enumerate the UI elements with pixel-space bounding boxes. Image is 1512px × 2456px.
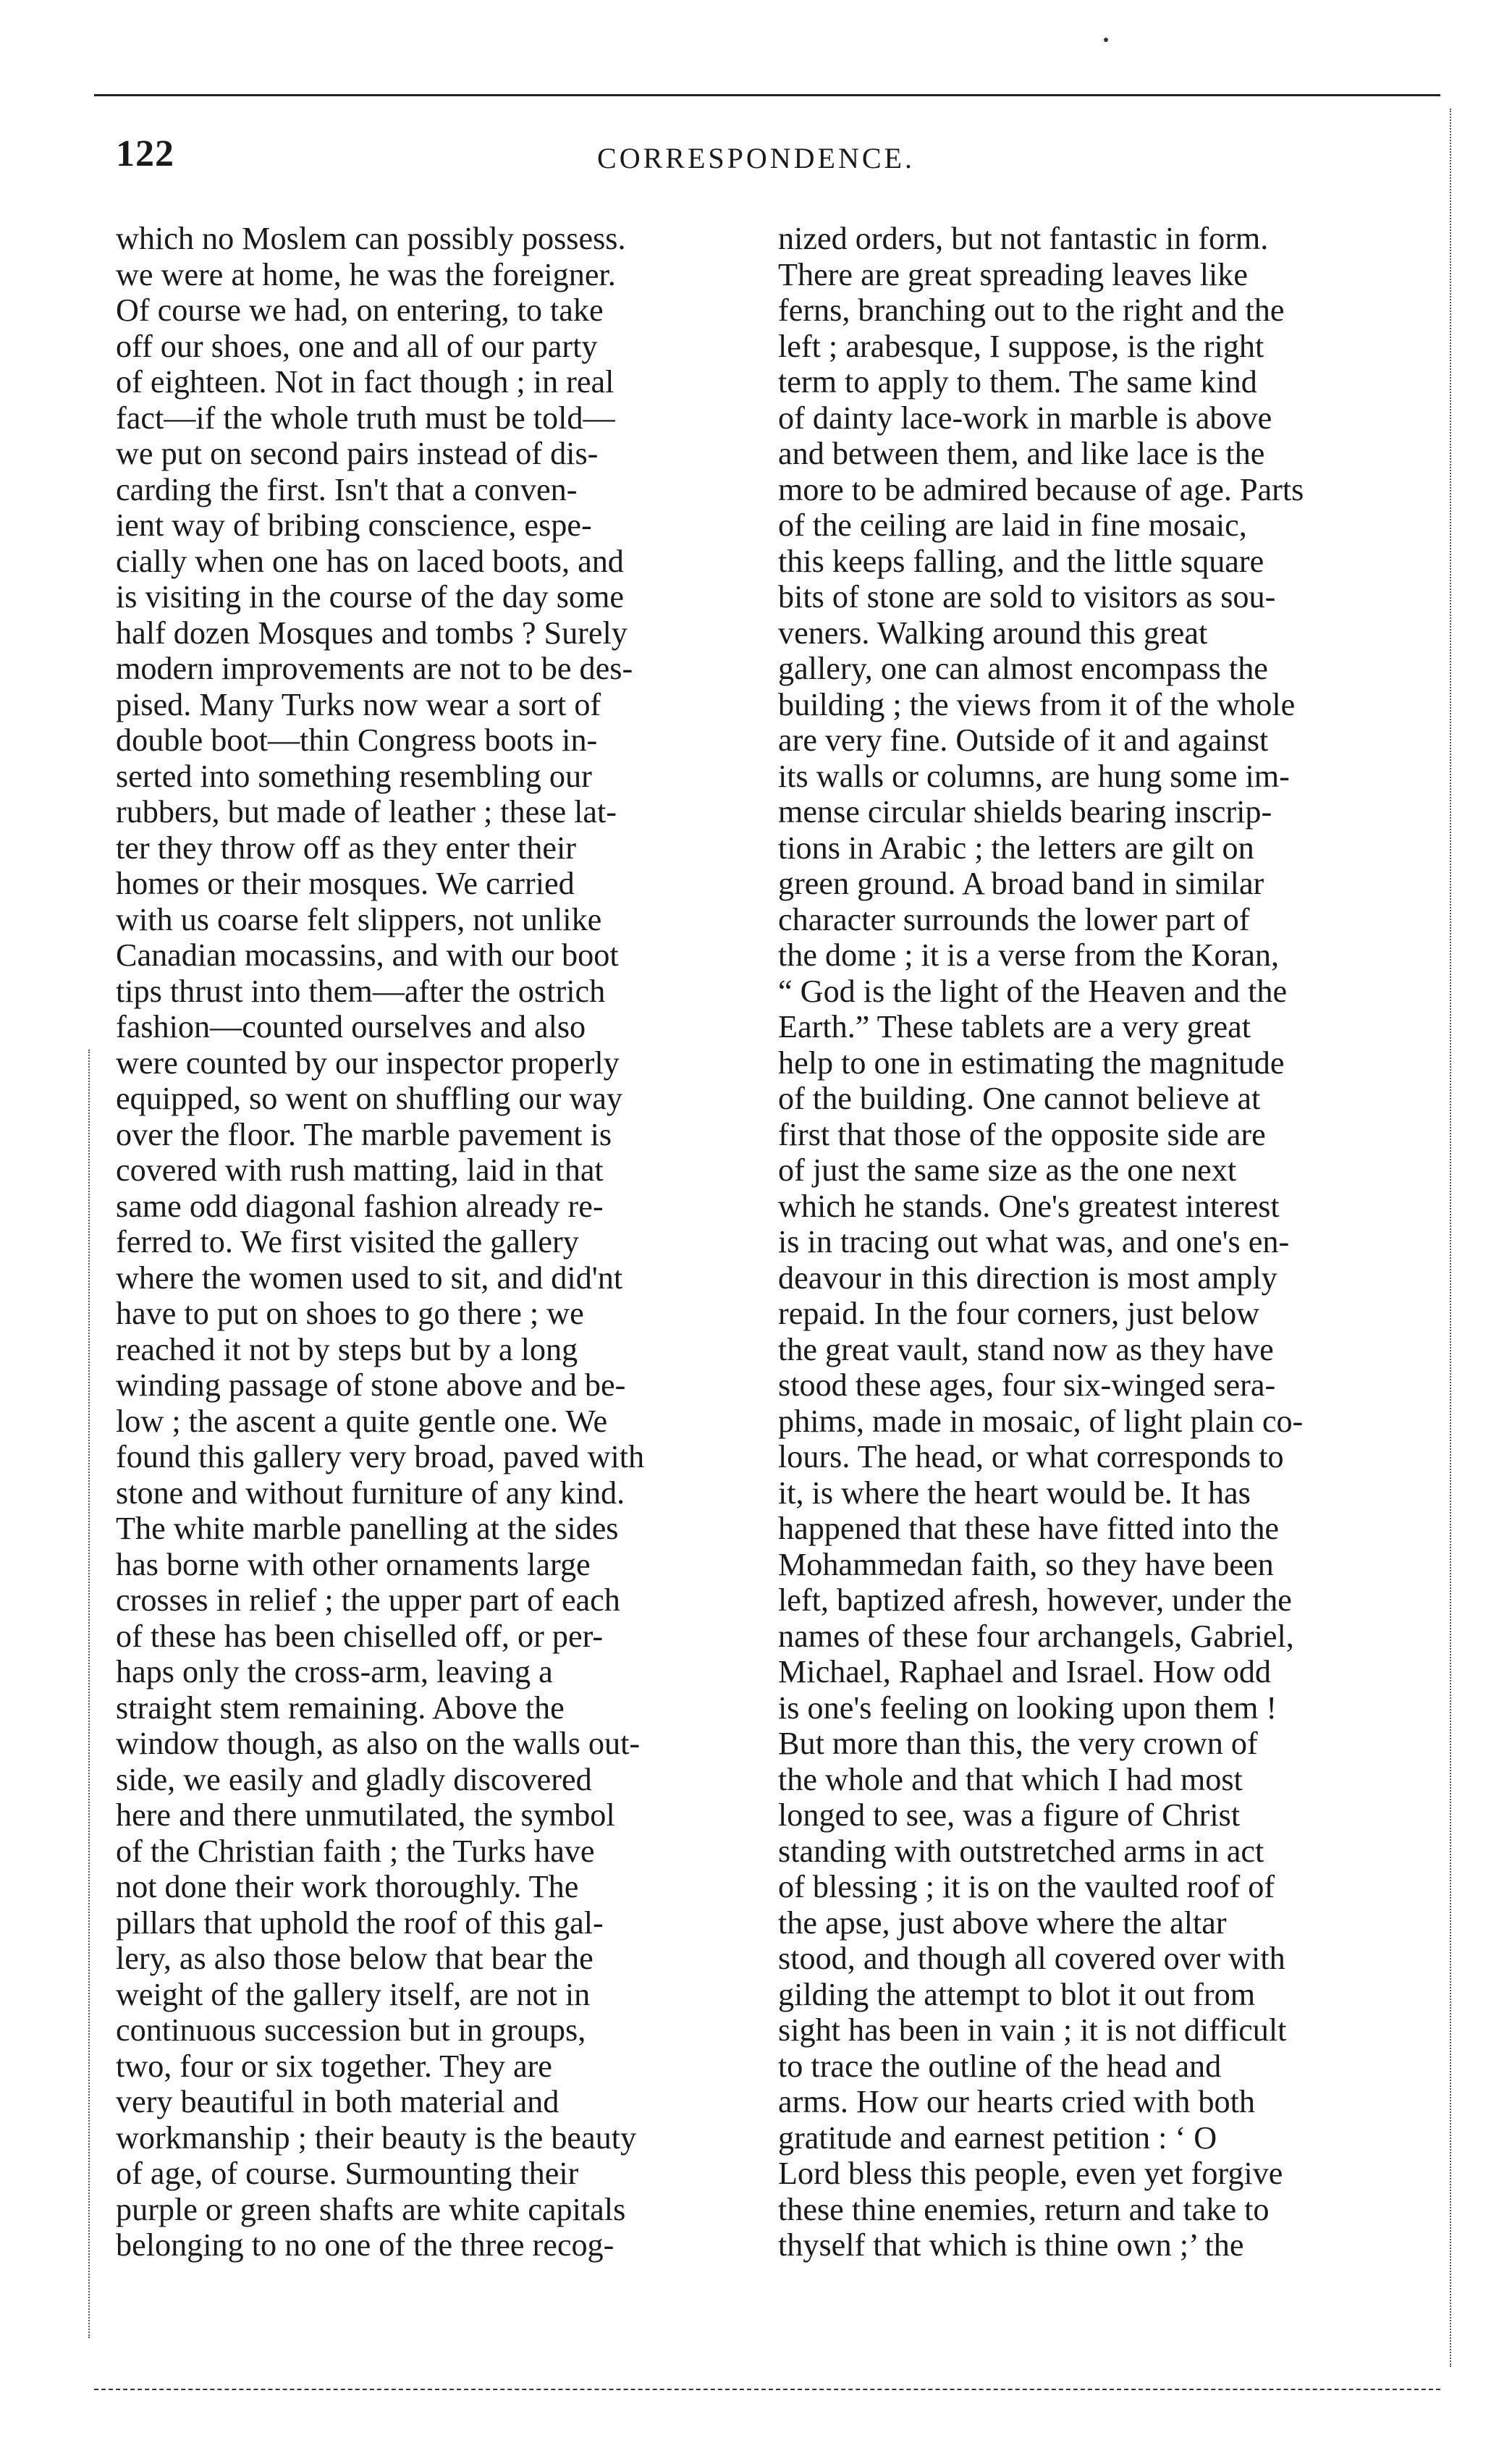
text-line: these thine enemies, return and take to [778,2191,1270,2227]
text-line: stone and without furniture of any kind. [116,1474,625,1511]
text-line: But more than this, the very crown of [778,1726,1258,1761]
text-line: we put on second pairs instead of dis- [116,436,599,471]
text-line: lery, as also those below that bear the [116,1941,594,1976]
text-line: side, we easily and gladly discovered [116,1761,592,1797]
text-line: which he stands. One's greatest interest [778,1188,1280,1224]
text-line: very beautiful in both material and [116,2084,559,2119]
text-line: left ; arabesque, I suppose, is the right [778,328,1264,364]
page-edge-right [1450,109,1451,2367]
text-line: help to one in estimating the magnitude [778,1045,1285,1081]
text-line: Lord bless this people, even yet forgive [778,2156,1283,2191]
text-line: The white marble panelling at the sides [116,1511,619,1546]
right-column [778,221,1433,2263]
text-line: arms. How our hearts cried with both [778,2084,1255,2119]
text-line: veners. Walking around this great [778,615,1208,651]
text-line: phims, made in mosaic, of light plain co- [778,1403,1304,1439]
text-line: gilding the attempt to blot it out from [778,1976,1256,2012]
running-head: CORRESPONDENCE. [597,142,915,174]
text-line: we were at home, he was the foreigner. [116,256,616,292]
text-line: crosses in relief ; the upper part of each [116,1582,620,1618]
text-line: low ; the ascent a quite gentle one. We [116,1403,608,1439]
text-line: of the Christian faith ; the Turks have [116,1833,595,1869]
text-line: green ground. A broad band in similar [778,866,1264,901]
text-line: thyself that which is thine own ;’ the [778,2227,1244,2263]
text-line: winding passage of stone above and be- [116,1367,626,1403]
text-line: serted into something resembling our [116,758,592,794]
text-line: two, four or six together. They are [116,2048,552,2084]
text-line: straight stem remaining. Above the [116,1689,565,1726]
text-line: lours. The head, or what corresponds to [778,1439,1284,1474]
text-line: bits of stone are sold to visitors as sou- [778,579,1276,615]
text-line: are very fine. Outside of it and against [778,722,1269,758]
text-line: same odd diagonal fashion already re- [116,1188,604,1224]
text-line: ferns, branching out to the right and the [778,292,1285,328]
text-line: of age, of course. Surmounting their [116,2156,579,2191]
text-line: with us coarse felt slippers, not unlike [116,901,602,937]
text-line: window though, as also on the walls out- [116,1726,641,1761]
text-line: pised. Many Turks now wear a sort of [116,686,601,722]
text-line: half dozen Mosques and tombs ? Surely [116,615,628,651]
text-line: over the floor. The marble pavement is [116,1116,612,1152]
text-line: the apse, just above where the altar [778,1904,1227,1941]
text-line: cially when one has on laced boots, and [116,543,624,579]
text-line: off our shoes, one and all of our party [116,328,598,364]
text-line: to trace the outline of the head and [778,2048,1222,2084]
text-line: has borne with other ornaments large [116,1546,591,1582]
text-line: reached it not by steps but by a long [116,1331,578,1367]
text-line: the whole and that which I had most [778,1761,1243,1797]
text-line: term to apply to them. The same kind [778,364,1257,400]
text-line: Earth.” These tablets are a very great [778,1009,1251,1045]
text-line: Of course we had, on entering, to take [116,292,604,328]
text-line: is one's feeling on looking upon them ! [778,1689,1277,1726]
text-line: the dome ; it is a verse from the Koran, [778,937,1280,973]
text-line: ter they throw off as they enter their [116,830,576,866]
text-line: left, baptized afresh, however, under the [778,1582,1292,1618]
text-line: sight has been in vain ; it is not difficult [778,2012,1287,2048]
text-line: building ; the views from it of the whole [778,686,1296,722]
text-line: Canadian mocassins, and with our boot [116,937,619,973]
text-line: rubbers, but made of leather ; these lat- [116,794,617,830]
page-edge-left [88,1050,90,2338]
text-line: homes or their mosques. We carried [116,866,575,901]
text-line: this keeps falling, and the little square [778,543,1264,579]
text-line: the great vault, stand now as they have [778,1331,1274,1367]
ink-speck [1104,38,1108,42]
text-line: pillars that uphold the roof of this gal- [116,1904,604,1941]
text-line: mense circular shields bearing inscrip- [778,794,1272,830]
text-line: carding the first. Isn't that a conven- [116,471,578,507]
text-line: weight of the gallery itself, are not in [116,1976,591,2012]
text-line: of the ceiling are laid in fine mosaic, [778,507,1247,543]
text-line: of these has been chiselled off, or per- [116,1618,604,1654]
text-line: stood, and though all covered over with [778,1941,1285,1976]
text-line: of dainty lace-work in marble is above [778,400,1272,436]
text-line: ferred to. We first visited the gallery [116,1224,579,1259]
text-line: is visiting in the course of the day some [116,579,624,615]
text-line: its walls or columns, are hung some im- [778,758,1290,794]
text-line: which no Moslem can possibly possess. [116,221,626,256]
text-line: not done their work thoroughly. The [116,1869,579,1904]
text-line: here and there unmutilated, the symbol [116,1797,615,1833]
text-line: There are great spreading leaves like [778,256,1248,292]
text-line: happened that these have fitted into the [778,1511,1280,1546]
text-line: “ God is the light of the Heaven and the [778,973,1288,1009]
text-line: where the women used to sit, and did'nt [116,1259,623,1296]
text-line: deavour in this direction is most amply [778,1259,1277,1296]
text-line: covered with rush matting, laid in that [116,1152,604,1188]
text-line: were counted by our inspector properly [116,1045,620,1081]
text-line: belonging to no one of the three recog- [116,2227,614,2263]
text-line: of blessing ; it is on the vaulted roof of [778,1869,1275,1904]
text-line: fashion—counted ourselves and also [116,1009,586,1045]
text-line: nized orders, but not fantastic in form. [778,221,1269,256]
text-line: of eighteen. Not in fact though ; in real [116,364,614,400]
text-line: standing with outstretched arms in act [778,1833,1264,1869]
footer-rule [94,2389,1440,2390]
page-number: 122 [116,133,174,174]
text-line: gratitude and earnest petition : ‘ O [778,2119,1217,2156]
text-line: of just the same size as the one next [778,1152,1237,1188]
text-line: tips thrust into them—after the ostrich [116,973,606,1009]
text-line: stood these ages, four six-winged sera- [778,1367,1276,1403]
text-line: of the building. One cannot believe at [778,1081,1261,1116]
text-line: have to put on shoes to go there ; we [116,1296,584,1331]
text-line: Michael, Raphael and Israel. How odd [778,1654,1272,1689]
text-line: longed to see, was a figure of Christ [778,1797,1241,1833]
text-line: haps only the cross-arm, leaving a [116,1654,553,1689]
text-line: purple or green shafts are white capitals [116,2191,626,2227]
text-line: workmanship ; their beauty is the beauty [116,2119,637,2156]
text-line: continuous succession but in groups, [116,2012,586,2048]
text-line: is in tracing out what was, and one's en- [778,1224,1290,1259]
text-line: more to be admired because of age. Parts [778,471,1304,507]
text-line: fact—if the whole truth must be told— [116,400,615,436]
text-line: double boot—thin Congress boots in- [116,722,598,758]
text-line: tions in Arabic ; the letters are gilt on [778,830,1254,866]
text-line: and between them, and like lace is the [778,436,1265,471]
text-line: equipped, so went on shuffling our way [116,1081,622,1116]
header-rule [94,94,1440,96]
text-line: ient way of bribing conscience, espe- [116,507,592,543]
text-line: gallery, one can almost encompass the [778,651,1268,686]
text-line: names of these four archangels, Gabriel, [778,1618,1294,1654]
left-column [116,221,760,2263]
text-line: character surrounds the lower part of [778,901,1250,937]
text-line: Mohammedan faith, so they have been [778,1546,1274,1582]
text-line: repaid. In the four corners, just below [778,1296,1260,1331]
text-line: it, is where the heart would be. It has [778,1474,1251,1511]
text-line: first that those of the opposite side are [778,1116,1266,1152]
text-line: found this gallery very broad, paved with [116,1439,645,1474]
text-line: modern improvements are not to be des- [116,651,633,686]
